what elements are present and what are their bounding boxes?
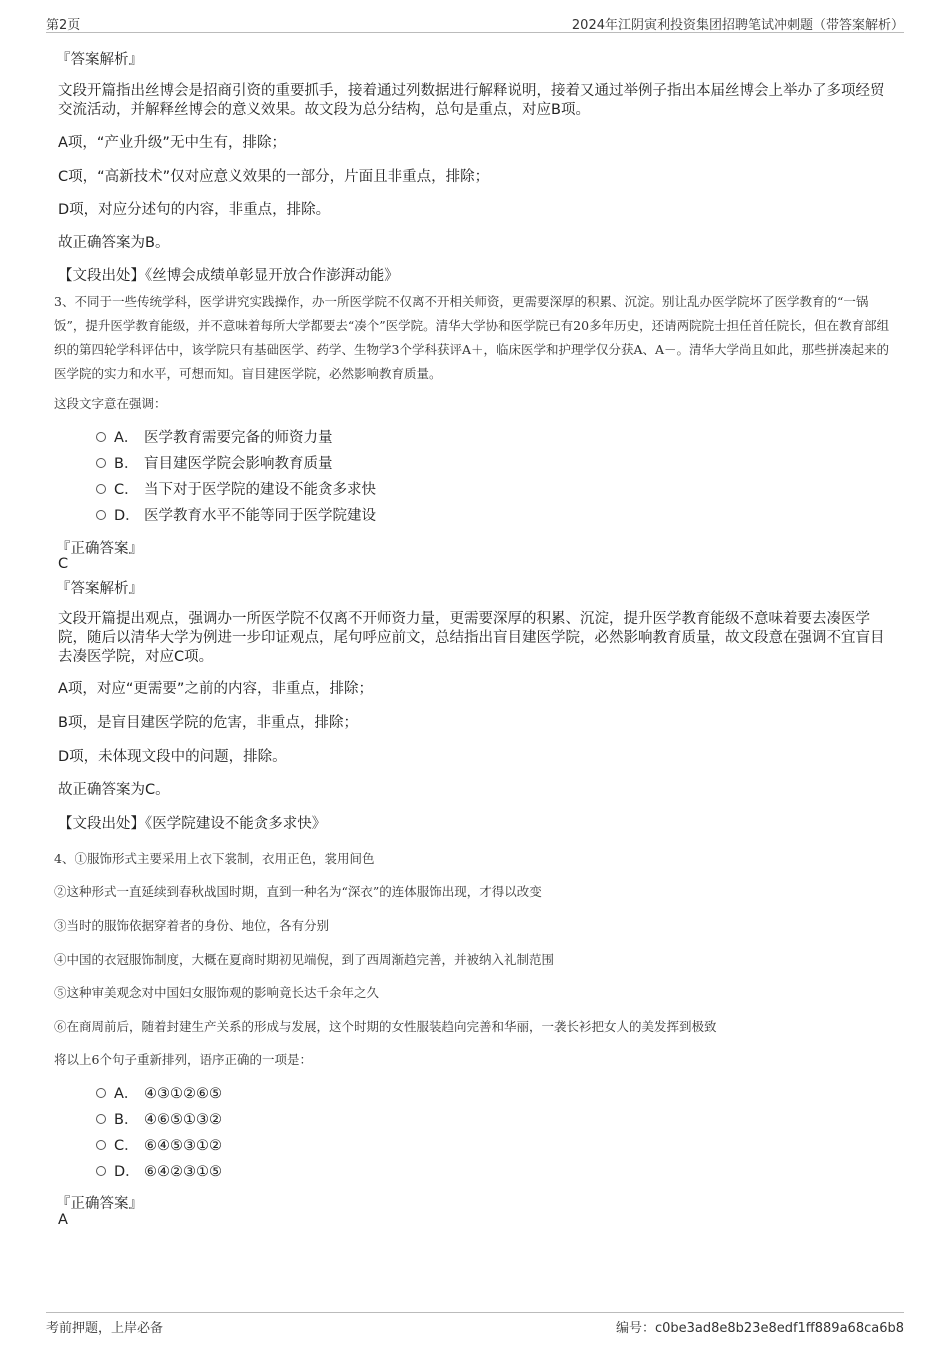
footer-slogan: 考前押题，上岸必备 bbox=[46, 1321, 164, 1336]
document-id: 编号：c0be3ad8e8b23e8edf1ff889a68ca6b8 bbox=[615, 1321, 904, 1336]
analysis-option-a: A项，对应“更需要”之前的内容，非重点，排除； bbox=[58, 681, 373, 697]
radio-icon[interactable] bbox=[96, 510, 106, 520]
page-header bbox=[46, 12, 904, 33]
q4-option-d[interactable]: D． ⑥④②③①⑤ bbox=[96, 1161, 222, 1183]
q3-option-d[interactable]: D． 医学教育水平不能等同于医学院建设 bbox=[96, 505, 376, 527]
sentence-5: ⑤这种审美观念对中国妇女服饰观的影响竟长达千余年之久 bbox=[54, 985, 380, 1000]
correct-answer-label: 『正确答案』 bbox=[56, 541, 143, 557]
radio-icon[interactable] bbox=[96, 1088, 106, 1098]
radio-icon[interactable] bbox=[96, 484, 106, 494]
page-footer bbox=[46, 1312, 904, 1337]
analysis-text: 文段开篇提出观点，强调办一所医学院不仅离不开师资力量，更需要深厚的积累、沉淀，提升医学教育能级不意味着要去凑医学院，随后以清华大学为例进一步印证观点，尾句呼应前文，总结指出盲目建医学院，必然影响教育质量，故文段意在强调不宜盲目去凑医学院，对应C项。 bbox=[58, 611, 885, 665]
correct-answer: A bbox=[58, 1212, 68, 1228]
sentence-4: ④中国的衣冠服饰制度，大概在夏商时期初见端倪，到了西周渐趋完善，并被纳入礼制范围 bbox=[54, 952, 555, 967]
analysis-text: 文段开篇指出丝博会是招商引资的重要抓手，接着通过列数据进行解释说明，接着又通过举例子指出本届丝博会上举办了多项经贸交流活动，并解释丝博会的意义效果。故文段为总分结构，总句是重点，对应B项。 bbox=[58, 83, 885, 118]
document-title: 2024年江阴寅利投资集团招聘笔试冲刺题（带答案解析） bbox=[571, 18, 904, 33]
radio-icon[interactable] bbox=[96, 1114, 106, 1124]
passage-source: 【文段出处】《医学院建设不能贪多求快》 bbox=[58, 816, 327, 832]
q4-option-a[interactable]: A． ④③①②⑥⑤ bbox=[96, 1083, 222, 1105]
sentence-1: 4、①服饰形式主要采用上衣下裳制，衣用正色，裳用间色 bbox=[54, 851, 375, 866]
analysis-label: 『答案解析』 bbox=[56, 581, 143, 597]
analysis-option-c: C项，“高新技术”仅对应意义效果的一部分，片面且非重点，排除； bbox=[58, 169, 490, 185]
correct-answer-label: 『正确答案』 bbox=[56, 1196, 143, 1212]
sentence-3: ③当时的服饰依据穿着者的身份、地位，各有分别 bbox=[54, 918, 330, 933]
radio-icon[interactable] bbox=[96, 1166, 106, 1176]
radio-icon[interactable] bbox=[96, 458, 106, 468]
q3-option-c[interactable]: C． 当下对于医学院的建设不能贪多求快 bbox=[96, 479, 376, 501]
analysis-label: 『答案解析』 bbox=[56, 52, 143, 68]
analysis-conclusion: 故正确答案为B。 bbox=[58, 235, 170, 251]
q3-option-a[interactable]: A． 医学教育需要完备的师资力量 bbox=[96, 427, 333, 449]
sentence-2: ②这种形式一直延续到春秋战国时期，直到一种名为“深衣”的连体服饰出现，才得以改变 bbox=[54, 884, 542, 899]
radio-icon[interactable] bbox=[96, 1140, 106, 1150]
question-3-prompt: 这段文字意在强调： bbox=[54, 396, 167, 411]
page-number: 第2页 bbox=[46, 18, 81, 33]
radio-icon[interactable] bbox=[96, 432, 106, 442]
analysis-option-d: D项，对应分述句的内容，非重点，排除。 bbox=[58, 202, 331, 218]
analysis-conclusion: 故正确答案为C。 bbox=[58, 782, 170, 798]
analysis-option-b: B项，是盲目建医学院的危害，非重点，排除； bbox=[58, 715, 358, 731]
question-3-stem: 3、不同于一些传统学科，医学讲究实践操作，办一所医学院不仅离不开相关师资，更需要深厚的积累、沉淀。别让乱办医学院坏了医学教育的“一锅饭”，提升医学教育能级，并不意味着每所大学都要去“凑个”医学院。清华大学协和医学院已有20多年历史，还请两院院士担任首任院长，但在教育部组织的第四轮学科评估中，该学院只有基础医学、药学、生物学3个学科获评A＋，临床医学和护理学仅分获A、A－。清华大学尚且如此，那些拼凑起来的医学院的实力和水平，可想而知。盲目建医学院，必然影响教育质量。 bbox=[54, 294, 890, 381]
q3-option-b[interactable]: B． 盲目建医学院会影响教育质量 bbox=[96, 453, 333, 475]
correct-answer: C bbox=[58, 556, 69, 572]
question-4-prompt: 将以上6个句子重新排列，语序正确的一项是： bbox=[54, 1052, 312, 1067]
q4-option-b[interactable]: B． ④⑥⑤①③② bbox=[96, 1109, 222, 1131]
passage-source: 【文段出处】《丝博会成绩单彰显开放合作澎湃动能》 bbox=[58, 268, 399, 284]
analysis-option-d: D项，未体现文段中的问题，排除。 bbox=[58, 749, 287, 765]
analysis-option-a: A项，“产业升级”无中生有，排除； bbox=[58, 135, 286, 151]
sentence-6: ⑥在商周前后，随着封建生产关系的形成与发展，这个时期的女性服装趋向完善和华丽，一袭长衫把女人的美发挥到极致 bbox=[54, 1019, 717, 1034]
q4-option-c[interactable]: C． ⑥④⑤③①② bbox=[96, 1135, 222, 1157]
